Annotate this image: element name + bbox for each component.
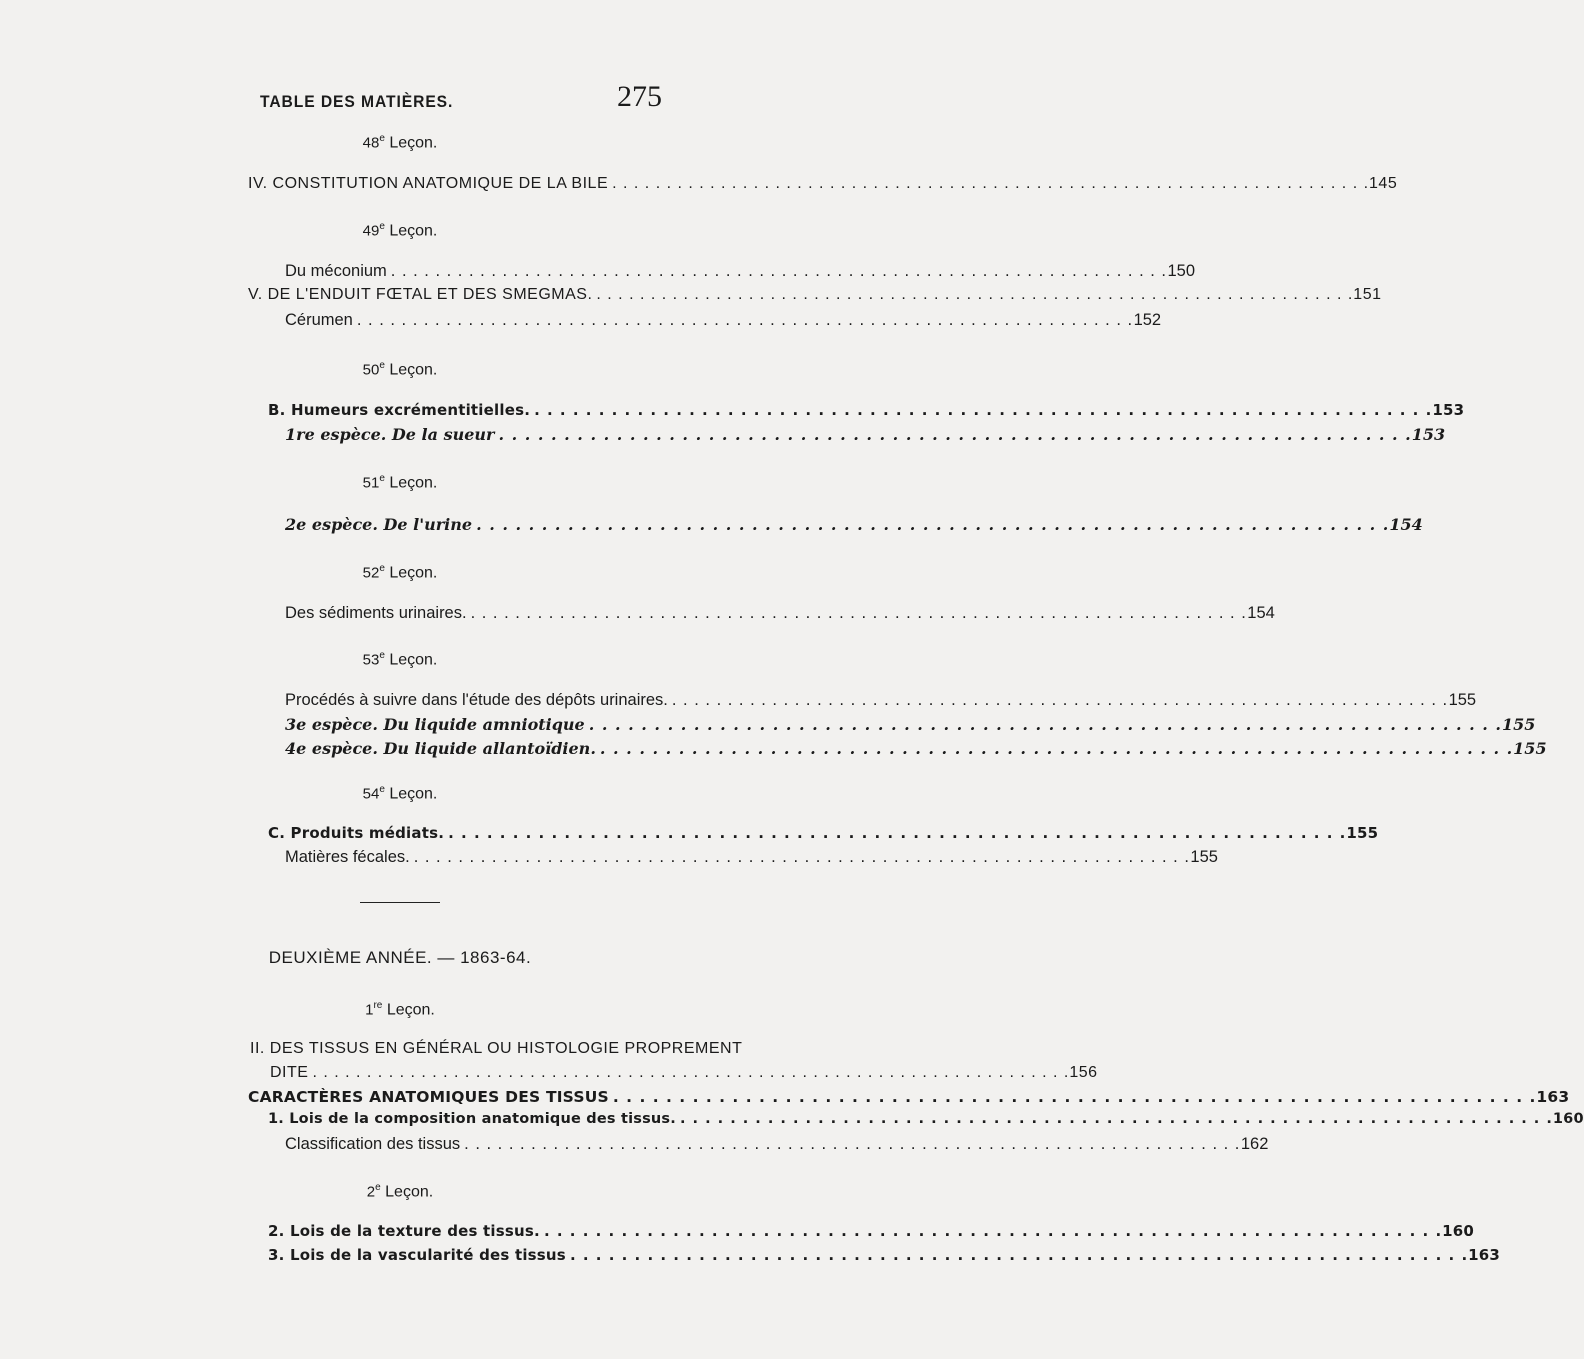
- toc-entry: CARACTÈRES ANATOMIQUES DES TISSUS . . . 163: [248, 1088, 643, 1112]
- lesson-heading: 52e Leçon.: [362, 563, 438, 582]
- toc-entry: Du méconium . . . 150: [285, 262, 643, 286]
- page-number: 275: [617, 80, 662, 113]
- lesson-heading: 53e Leçon.: [362, 650, 438, 669]
- toc-entry: IV. CONSTITUTION ANATOMIQUE DE LA BILE . . . 145: [248, 175, 643, 199]
- running-head-title: TABLE DES MATIÈRES.: [260, 92, 454, 111]
- toc-entry: 4e espèce. Du liquide allantoïdien. . . . 155: [285, 739, 643, 763]
- toc-entry: Des sédiments urinaires. . . . 154: [285, 604, 643, 628]
- toc-entry: C. Produits médiats. . . . 155: [268, 824, 643, 848]
- toc-entry: DITE . . . 156: [270, 1064, 643, 1088]
- toc-entry: Classification des tissus . . . 162: [285, 1135, 643, 1159]
- toc-entry: 2. Lois de la texture des tissus. . . . 160: [268, 1222, 643, 1246]
- section-divider: [360, 902, 440, 903]
- toc-entry: 3. Lois de la vascularité des tissus . . . 163: [268, 1246, 643, 1270]
- lesson-heading: 48e Leçon.: [362, 133, 438, 152]
- toc-entry-line1: II. DES TISSUS EN GÉNÉRAL OU HISTOLOGIE PROPREMENT: [250, 1040, 743, 1057]
- lesson-heading: 49e Leçon.: [362, 221, 438, 240]
- lesson-heading: 1re Leçon.: [365, 1000, 435, 1019]
- toc-entry: 1re espèce. De la sueur . . . 153: [285, 425, 643, 449]
- toc-entry: Cérumen . . . 152: [285, 311, 643, 335]
- toc-entry: V. DE L'ENDUIT FŒTAL ET DES SMEGMAS. . . . 151: [248, 286, 643, 310]
- lesson-heading: 51e Leçon.: [362, 473, 438, 492]
- running-head: [260, 78, 690, 118]
- toc-entry: 3e espèce. Du liquide amniotique . . . 155: [285, 715, 643, 739]
- lesson-heading: 2e Leçon.: [366, 1182, 434, 1201]
- lesson-heading: 50e Leçon.: [362, 360, 438, 379]
- toc-entry: Procédés à suivre dans l'étude des dépôts urinaires. . . . 155: [285, 691, 643, 715]
- lesson-heading: 54e Leçon.: [362, 784, 438, 803]
- year-heading: DEUXIÈME ANNÉE. — 1863-64.: [268, 948, 532, 967]
- toc-entry: 1. Lois de la composition anatomique des tissus. . . . 160: [268, 1111, 643, 1135]
- toc-entry: 2e espèce. De l'urine . . . 154: [285, 515, 643, 539]
- toc-entry: Matières fécales. . . . 155: [285, 848, 643, 872]
- toc-entry: B. Humeurs excrémentitielles. . . . 153: [268, 401, 643, 425]
